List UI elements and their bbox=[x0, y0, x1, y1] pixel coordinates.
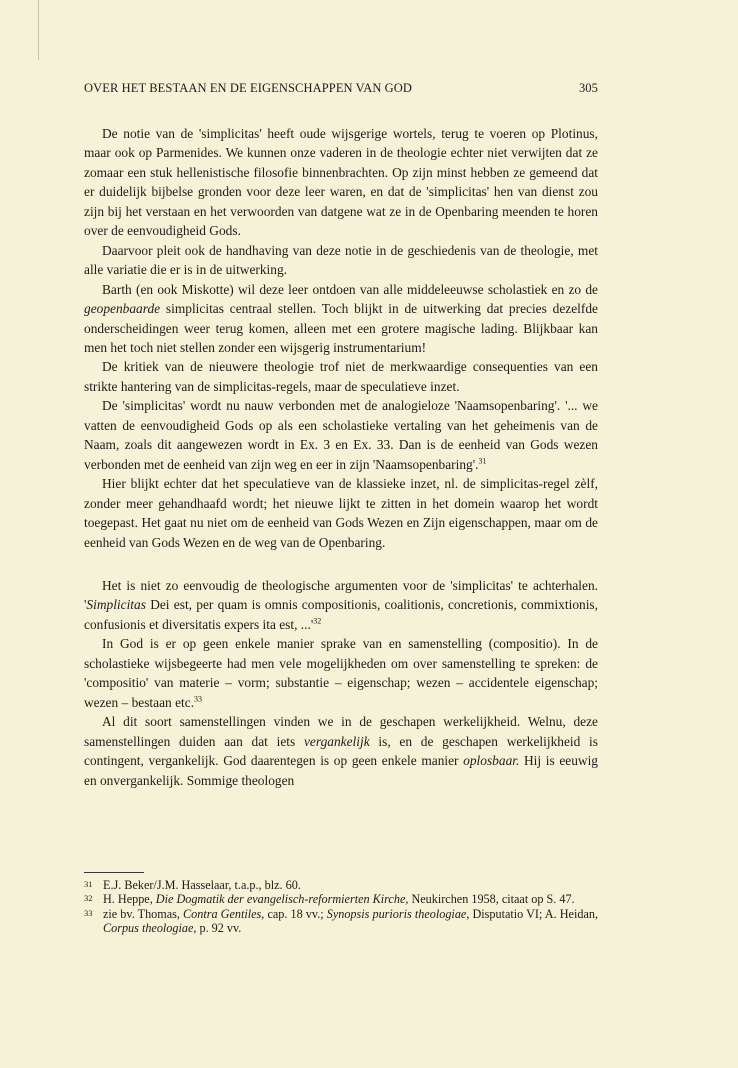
running-title: OVER HET BESTAAN EN DE EIGENSCHAPPEN VAN GOD bbox=[84, 81, 413, 95]
paragraph: Hier blijkt echter dat het speculatieve van de klassieke inzet, nl. de simplicitas-regel zèlf, zonder meer gehandhaafd wordt; het nieuwe lijkt te zitten in het domein waarop het wordt toegepast. Het gaat nu niet om de eenheid van Gods Wezen en Zijn eigenschappen, maar om de eenheid van Gods Wezen en de weg van de Openbaring. bbox=[84, 476, 598, 550]
body-text bbox=[84, 124, 598, 790]
paragraph: In God is er op geen enkele manier sprake van en samenstelling (compositio). In de scholastieke wijsbegeerte had men vele mogelijkheden om over samenstelling te spreken: de 'compositio' van materie – vorm; substantie – eigenschap; wezen – accidentele eigenschap; wezen – bestaan etc.$^{33}$ bbox=[84, 636, 598, 710]
footnote-ref: 33 bbox=[194, 694, 203, 704]
paragraph: Daarvoor pleit ook de handhaving van deze notie in de geschiedenis van de theologie, met alle variatie die er is in de uitwerking. bbox=[84, 242, 598, 278]
footnote: 33 zie bv. Thomas, Contra Gentiles, cap. 18 vv.; Synopsis purioris theologiae, Disputatio VI; A. Heidan, Corpus theologiae, p. 92 vv. bbox=[84, 906, 598, 936]
footnote: 31 E.J. Beker/J.M. Hasselaar, t.a.p., blz. 60. bbox=[84, 878, 301, 892]
emphasis: vergankelijk bbox=[303, 733, 370, 749]
paragraph: De kritiek van de nieuwere theologie trof niet de merkwaardige consequenties van een strikte hantering van de simplicitas-regels, maar de speculatieve inzet. bbox=[84, 359, 598, 394]
footnote-rule bbox=[84, 872, 144, 873]
paragraph: Al dit soort samenstellingen vinden we in de geschapen werkelijkheid. Welnu, deze samenstellingen duiden aan dat iets vergankelijk is, en de geschapen werkelijkheid is contingent, vergankelijk. God daarentegen is op geen enkele manier oplosbaar. Hij is eeuwig en onvergankelijk. Sommige theologen bbox=[84, 714, 598, 788]
page-edge-line bbox=[38, 0, 39, 60]
footnotes bbox=[84, 878, 598, 936]
footnote-ref: 32 bbox=[313, 616, 322, 626]
footnote-number: 31 bbox=[84, 879, 93, 889]
paragraph: Barth (en ook Miskotte) wil deze leer ontdoen van alle middeleeuwse scholastiek en zo de geopenbaarde simplicitas centraal stellen. Toch blijkt in de uitwerking dat precies dezelfde onderscheidingen weer terug komen, alleen met een grotere magische lading. Blijkbaar kan men het toch niet stellen zonder een wijsgerig instrumentarium! bbox=[84, 281, 598, 355]
emphasis: oplosbaar. bbox=[463, 753, 520, 769]
page-number: 305 bbox=[578, 81, 598, 95]
emphasis: geopenbaarde bbox=[84, 301, 161, 317]
footnote-ref: 31 bbox=[478, 456, 487, 466]
paragraph: De 'simplicitas' wordt nu nauw verbonden met de analogieloze 'Naamsopenbaring'. '... we vatten de eenvoudigheid Gods op als een scholastieke vertaling van het geheimenis van de Naam, zoals dit aangewezen wordt in Ex. 3 en Ex. 33. Dan is de eenheid van Gods wezen verbonden met de eenheid van zijn weg en eer in zijn 'Naamsopenbaring'.$^{31}$ bbox=[84, 398, 598, 472]
paragraph: De notie van de 'simplicitas' heeft oude wijsgerige wortels, terug te voeren op Plotinus, maar ook op Parmenides. We kunnen onze vaderen in de theologie echter niet verwijten dat ze zomaar een stuk hellenistische filosofie binnenbrachten. Op zijn minst hebben ze gemeend dat er duidelijk bijbelse gronden voor deze leer waren, en dat de 'simplicitas' hen van dienst zou zijn bij het verstaan en het verwoorden van datgene wat ze in de Openbaring meenden te horen over de eenvoudigheid Gods. bbox=[84, 126, 598, 239]
footnote-number: 33 bbox=[84, 907, 93, 918]
footnote-number: 32 bbox=[84, 893, 93, 904]
emphasis: Simplicitas bbox=[86, 597, 146, 613]
paragraph: Het is niet zo eenvoudig de theologische argumenten voor de 'simplicitas' te achterhalen. 'Simplicitas Dei est, per quam is omnis compositionis, coalitionis, concretionis, commixtionis, confusionis et diversitatis expers ita est, $...'^{32}$ bbox=[84, 577, 598, 632]
footnote: 32 H. Heppe, Die Dogmatik der evangelisch-reformierten Kirche, Neukirchen 1958, citaat op S. 47. bbox=[84, 892, 575, 907]
